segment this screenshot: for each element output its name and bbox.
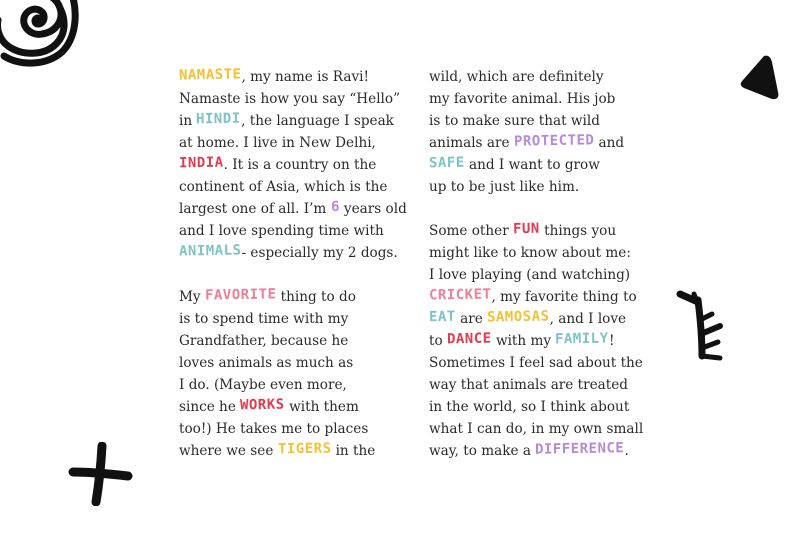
highlight-word: SAMOSAS	[486, 308, 550, 326]
story-text: . It is a country on the	[223, 157, 377, 173]
story-column-right	[429, 66, 659, 462]
highlight-word: 6	[330, 198, 340, 216]
story-line	[429, 154, 659, 176]
story-text: !	[608, 333, 615, 349]
highlight-word: DIFFERENCE	[535, 440, 625, 458]
branch-shape	[672, 290, 728, 366]
story-text: since he	[179, 399, 241, 415]
story-text: , the language I speak	[241, 113, 394, 129]
story-line	[429, 176, 659, 198]
story-text: up to be just like him.	[429, 179, 580, 195]
cross-shape	[68, 442, 134, 506]
paragraph-gap	[179, 264, 409, 286]
story-line	[429, 396, 659, 418]
story-text: Namaste is how you say “Hello”	[179, 91, 401, 107]
highlight-word: EAT	[428, 308, 456, 326]
story-text: , my favorite thing to	[491, 289, 637, 305]
story-text: continent of Asia, which is the	[179, 179, 388, 195]
story-line	[179, 154, 409, 176]
story-text: where we see	[179, 443, 278, 459]
story-line	[429, 242, 659, 264]
story-text: in the	[331, 443, 376, 459]
story-text: largest one of all. I’m	[179, 201, 331, 217]
highlight-word: FUN	[512, 220, 540, 238]
story-text: years old	[339, 201, 407, 217]
story-text: loves animals as much as	[179, 355, 354, 371]
story-text: in the world, so I think about	[429, 399, 630, 415]
story-text: what I can do, in my own small	[429, 421, 644, 437]
story-line	[179, 198, 409, 220]
story-text: Some other	[429, 223, 514, 239]
story-text: my favorite animal. His job	[429, 91, 616, 107]
story-text: and I want to grow	[464, 157, 600, 173]
story-line	[429, 66, 659, 88]
story-line	[429, 132, 659, 154]
story-text: is to make sure that wild	[429, 113, 600, 129]
story-text: and	[594, 135, 625, 151]
story-line	[179, 286, 409, 308]
highlight-word: FAVORITE	[204, 286, 277, 304]
story-text: and I love spending time with	[179, 223, 384, 239]
story-line	[179, 66, 409, 88]
highlight-word: HINDI	[196, 110, 242, 128]
story-text: in	[179, 113, 197, 129]
story-text: with my	[491, 333, 556, 349]
story-line	[429, 264, 659, 286]
highlight-word: INDIA	[178, 154, 224, 172]
highlight-word: CRICKET	[428, 286, 492, 304]
story-text: My	[179, 289, 205, 305]
story-text: Sometimes I feel sad about the	[429, 355, 643, 371]
story-text: to	[429, 333, 447, 349]
spiral-shape	[0, 0, 86, 70]
story-line	[429, 88, 659, 110]
story-text: , my name is Ravi!	[241, 69, 369, 85]
story-text: might like to know about me:	[429, 245, 631, 261]
story-text: - especially my 2 dogs.	[241, 245, 398, 261]
story-text: Grandfather, because he	[179, 333, 349, 349]
highlight-word: NAMASTE	[178, 66, 242, 84]
story-text: way that animals are treated	[429, 377, 628, 393]
story-text: are	[455, 311, 488, 327]
story-line	[179, 330, 409, 352]
story-line	[179, 242, 409, 264]
story-text: I do. (Maybe even more,	[179, 377, 347, 393]
paragraph-gap	[429, 198, 659, 220]
story-line	[429, 308, 659, 330]
story-line	[429, 352, 659, 374]
triangle-shape	[736, 52, 784, 104]
highlight-word: WORKS	[240, 396, 285, 414]
story-text: thing to do	[276, 289, 356, 305]
story-text: too!) He takes me to places	[179, 421, 369, 437]
story-text: things you	[539, 223, 617, 239]
story-line	[179, 352, 409, 374]
story-text: I love playing (and watching)	[429, 267, 631, 283]
story-text: is to spend time with my	[179, 311, 349, 327]
story-line	[179, 418, 409, 440]
story-text: animals are	[429, 135, 514, 151]
highlight-word: PROTECTED	[513, 132, 595, 150]
story-line	[429, 110, 659, 132]
story-line	[179, 110, 409, 132]
story-text: way, to make a	[429, 443, 536, 459]
story-column-left	[179, 66, 409, 462]
story-line	[179, 374, 409, 396]
highlight-word: DANCE	[446, 330, 492, 348]
story-text: at home. I live in New Delhi,	[179, 135, 376, 151]
highlight-word: FAMILY	[555, 330, 610, 348]
story-line	[179, 220, 409, 242]
story-line	[179, 88, 409, 110]
story-text: wild, which are definitely	[429, 69, 604, 85]
story-line	[179, 176, 409, 198]
highlight-word: ANIMALS	[178, 242, 242, 260]
story-line	[429, 418, 659, 440]
story-text: .	[624, 443, 629, 459]
story-line	[179, 440, 409, 462]
story-line	[179, 308, 409, 330]
story-text: , and I love	[549, 311, 627, 327]
story-text: with them	[284, 399, 359, 415]
highlight-word: SAFE	[428, 154, 465, 172]
highlight-word: TIGERS	[277, 440, 332, 458]
story-line	[429, 220, 659, 242]
story-line	[429, 374, 659, 396]
story-line	[429, 330, 659, 352]
story-line	[429, 440, 659, 462]
story-line	[179, 132, 409, 154]
story-line	[179, 396, 409, 418]
